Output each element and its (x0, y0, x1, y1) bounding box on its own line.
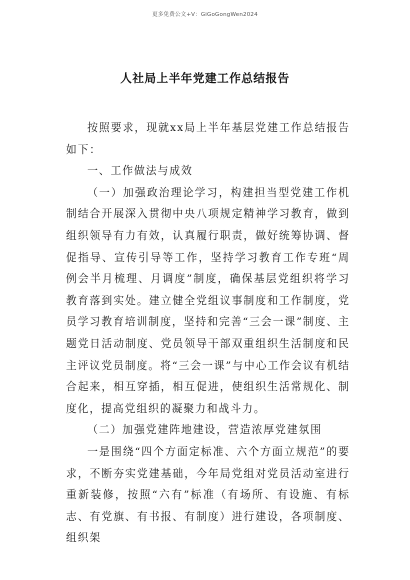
body-paragraph-1: （一）加强政治理论学习，构建担当型党建工作机制结合开展深入贯彻中央八项规定精神学习教育，做到组织领导有力有效，认真履行职责，做好统筹协调、督促指导、宣传引导等工作，坚持学习教育工作专班“周例会半月梳理、月调度”制度，确保基层党组织将学习教育落到实处。建立健全党组议事制度和工作制度，党员学习教育培训制度，坚持和完善“三会一课”制度、主题党日活动制度、党员领导干部双重组织生活制度和民主评议党员制度。将“三会一课”与中心工作会议有机结合起来，相互穿插，相互促进，使组织生活常规化、制度化，提高党组织的凝聚力和战斗力。 (66, 186, 350, 415)
body-paragraph-2: 一是围绕“四个方面定标准、六个方面立规范”的要求，不断夯实党建基础，今年局党组对党员活动室进行重新装修，按照“六有”标准（有场所、有设施、有标志、有党旗、有书报、有制度）进行建设，各项制度、组织架 (66, 445, 350, 545)
subsection-heading-2: （二）加强党建阵地建设，营造浓厚党建氛围 (87, 424, 323, 437)
document-title: 人社局上半年党建工作总结报告 (120, 71, 290, 85)
document-body (66, 118, 350, 550)
watermark-text: 更多免费公文+V：GiGoGongWen2024 (152, 12, 258, 18)
section-heading-1: 一、工作做法与成效 (87, 165, 193, 178)
intro-paragraph: 按照要求，现就xx局上半年基层党建工作总结报告如下： (66, 122, 350, 156)
